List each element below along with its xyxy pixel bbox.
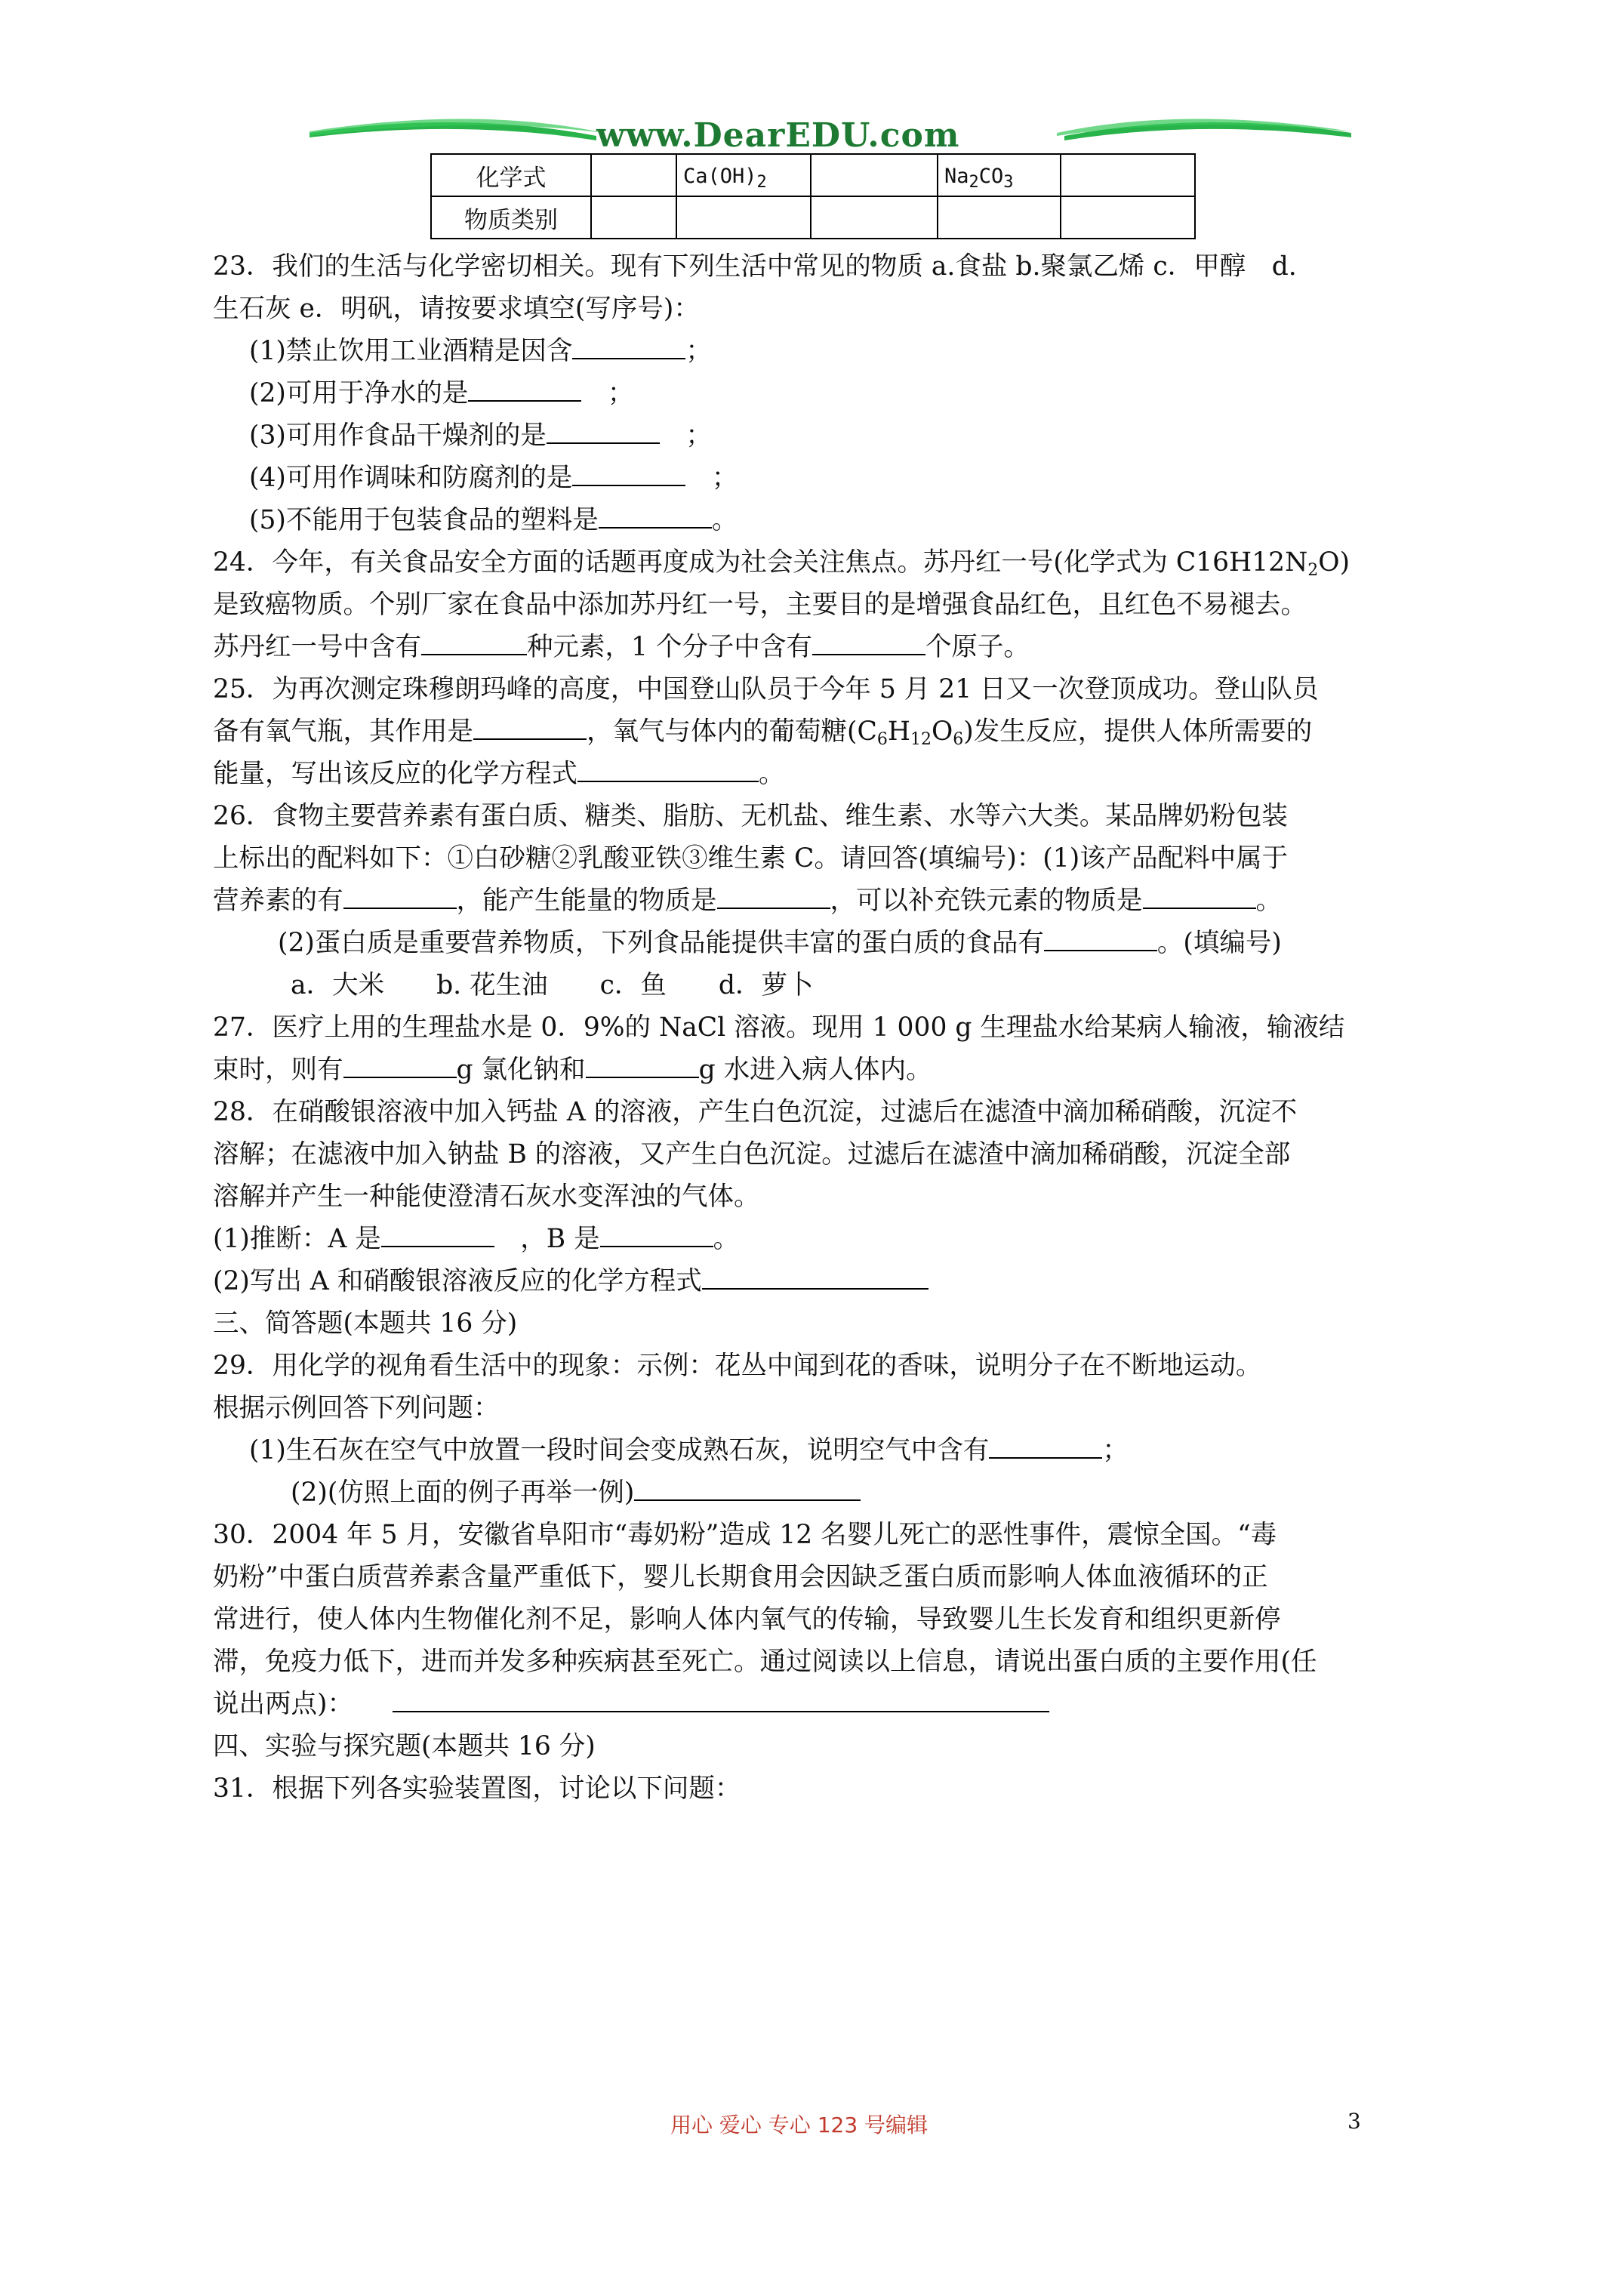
question-23-item: (2)可用于净水的是 ；	[249, 378, 634, 408]
answer-blank[interactable]	[473, 716, 587, 740]
question-30-text: 30．2004 年 5 月，安徽省阜阳市“毒奶粉”造成 12 名婴儿死亡的恶性事件，震惊全国。“毒	[213, 1520, 1277, 1550]
answer-blank[interactable]	[634, 1477, 861, 1501]
table-cell	[938, 196, 1061, 239]
table-cell	[591, 154, 676, 196]
question-28-item: (1)推断：A 是 ，B 是 。	[213, 1224, 740, 1254]
section-heading: 四、实验与探究题(本题共 16 分)	[213, 1731, 596, 1761]
table-cell	[811, 154, 938, 196]
answer-blank[interactable]	[577, 758, 759, 782]
question-30-text: 常进行，使人体内生物催化剂不足，影响人体内氧气的传输，导致婴儿生长发育和组织更新停	[213, 1604, 1281, 1635]
question-28-text: 28．在硝酸银溶液中加入钙盐 A 的溶液，产生白色沉淀，过滤后在滤渣中滴加稀硝酸，沉淀不	[213, 1097, 1298, 1127]
question-29-text: 29．用化学的视角看生活中的现象：示例：花丛中闻到花的香味，说明分子在不断地运动。	[213, 1351, 1262, 1381]
answer-blank[interactable]	[393, 1688, 1049, 1712]
question-25-text: 能量，写出该反应的化学方程式 。	[213, 759, 785, 789]
answer-blank[interactable]	[702, 1265, 929, 1290]
page-number: 3	[1347, 2109, 1361, 2134]
answer-blank[interactable]	[1143, 885, 1256, 909]
site-url: www.DearEDU.com	[596, 116, 960, 155]
question-24-text: 24．今年，有关食品安全方面的话题再度成为社会关注焦点。苏丹红一号(化学式为 $C16H12N_2O$)	[213, 547, 1350, 580]
question-23-text: 生石灰 e．明矾，请按要求填空(写序号)：	[213, 294, 700, 324]
question-28-text: 溶解并产生一种能使澄清石灰水变浑浊的气体。	[213, 1182, 760, 1212]
question-27-text: 束时，则有 g 氯化钠和 g 水进入病人体内。	[213, 1055, 932, 1085]
question-23-item: (4)可用作调味和防腐剂的是 ；	[249, 463, 738, 493]
answer-blank[interactable]	[468, 378, 581, 402]
question-23-item: (5)不能用于包装食品的塑料是 。	[249, 505, 738, 535]
question-30-text: 滞，免疫力低下，进而并发多种疾病甚至死亡。通过阅读以上信息，请说出蛋白质的主要作用(任	[213, 1647, 1317, 1677]
question-26-text: 26．食物主要营养素有蛋白质、糖类、脂肪、无机盐、维生素、水等六大类。某品牌奶粉包装	[213, 801, 1288, 831]
table-row	[431, 154, 1195, 196]
substance-table	[430, 153, 1196, 239]
table-cell	[676, 196, 811, 239]
answer-blank[interactable]	[547, 420, 660, 444]
page-footer: 用心 爱心 专心 123 号编辑	[670, 2113, 929, 2137]
table-cell-label: 物质类别	[431, 196, 591, 239]
question-31-text: 31．根据下列各实验装置图，讨论以下问题：	[213, 1774, 741, 1804]
section-heading: 三、简答题(本题共 16 分)	[213, 1308, 518, 1339]
answer-blank[interactable]	[717, 885, 830, 909]
answer-blank[interactable]	[381, 1223, 494, 1247]
question-29-item: (2)(仿照上面的例子再举一例)	[291, 1475, 1498, 1510]
question-26-options: a．大米 b. 花生油 c．鱼 d．萝卜	[291, 970, 814, 1000]
question-30-text: 奶粉”中蛋白质营养素含量严重低下，婴儿长期食用会因缺乏蛋白质而影响人体血液循环的正	[213, 1562, 1268, 1592]
table-cell-label: 化学式	[431, 154, 591, 196]
formula-caoh2: $Ca(OH)_2$	[683, 165, 767, 192]
table-cell	[811, 196, 938, 239]
question-26-text: 营养素的有 ，能产生能量的物质是 ，可以补充铁元素的物质是 。	[213, 886, 1282, 916]
answer-blank[interactable]	[989, 1435, 1102, 1459]
answer-blank[interactable]	[600, 1223, 713, 1247]
question-25-text: 备有氧气瓶，其作用是 ，氧气与体内的葡萄糖$(C_6H_{12}O_6)$发生反应，提供人体所需要的	[213, 717, 1313, 749]
question-25-text: 25．为再次测定珠穆朗玛峰的高度，中国登山队员于今年 5 月 21 日又一次登顶成功。登山队员	[213, 674, 1319, 704]
answer-blank[interactable]	[599, 504, 712, 529]
table-cell	[591, 196, 676, 239]
question-30-text: 说出两点)：	[213, 1687, 1421, 1721]
answer-blank[interactable]	[421, 631, 527, 655]
answer-blank[interactable]	[572, 335, 685, 359]
question-29-text: 根据示例回答下列问题：	[213, 1393, 500, 1423]
question-23-item: (3)可用作食品干燥剂的是 ；	[249, 421, 712, 451]
question-23-item: (1)禁止饮用工业酒精是因含 ；	[249, 336, 712, 366]
question-26-text: (2)蛋白质是重要营养物质，下列食品能提供丰富的蛋白质的食品有 。(填编号)	[278, 928, 1282, 958]
answer-blank[interactable]	[343, 1054, 457, 1078]
answer-blank[interactable]	[1044, 927, 1157, 951]
question-28-item: (2)写出 A 和硝酸银溶液反应的化学方程式	[213, 1264, 1421, 1299]
answer-blank[interactable]	[812, 631, 925, 655]
question-23-text: 23．我们的生活与化学密切相关。现有下列生活中常见的物质 a.食盐 b.聚氯乙烯 c．甲醇 d.	[213, 251, 1297, 282]
question-24-text: 苏丹红一号中含有 种元素，1 个分子中含有 个原子。	[213, 632, 1030, 662]
formula-na2co3: $Na_2CO_3$	[944, 165, 1014, 192]
question-28-text: 溶解；在滤液中加入钠盐 B 的溶液，又产生白色沉淀。过滤后在滤渣中滴加稀硝酸，沉淀全部	[213, 1139, 1291, 1170]
question-26-text: 上标出的配料如下：①白砂糖②乳酸亚铁③维生素 C。请回答(填编号)：(1)该产品配料中属于	[213, 843, 1289, 874]
question-24-text: 是致癌物质。个别厂家在食品中添加苏丹红一号，主要目的是增强食品红色，且红色不易褪去。	[213, 590, 1307, 620]
question-27-text: 27．医疗上用的生理盐水是 0．9%的 NaCl 溶液。现用 1 000 g 生理盐水给某病人输液，输液结	[213, 1012, 1345, 1043]
table-cell	[1061, 196, 1195, 239]
question-29-item: (1)生石灰在空气中放置一段时间会变成熟石灰，说明空气中含有 ；	[249, 1435, 1129, 1465]
answer-blank[interactable]	[586, 1054, 699, 1078]
answer-blank[interactable]	[572, 462, 685, 486]
table-row	[431, 196, 1195, 239]
table-cell	[1061, 154, 1195, 196]
table-cell	[676, 154, 811, 196]
answer-blank[interactable]	[343, 885, 457, 909]
table-cell	[938, 154, 1061, 196]
